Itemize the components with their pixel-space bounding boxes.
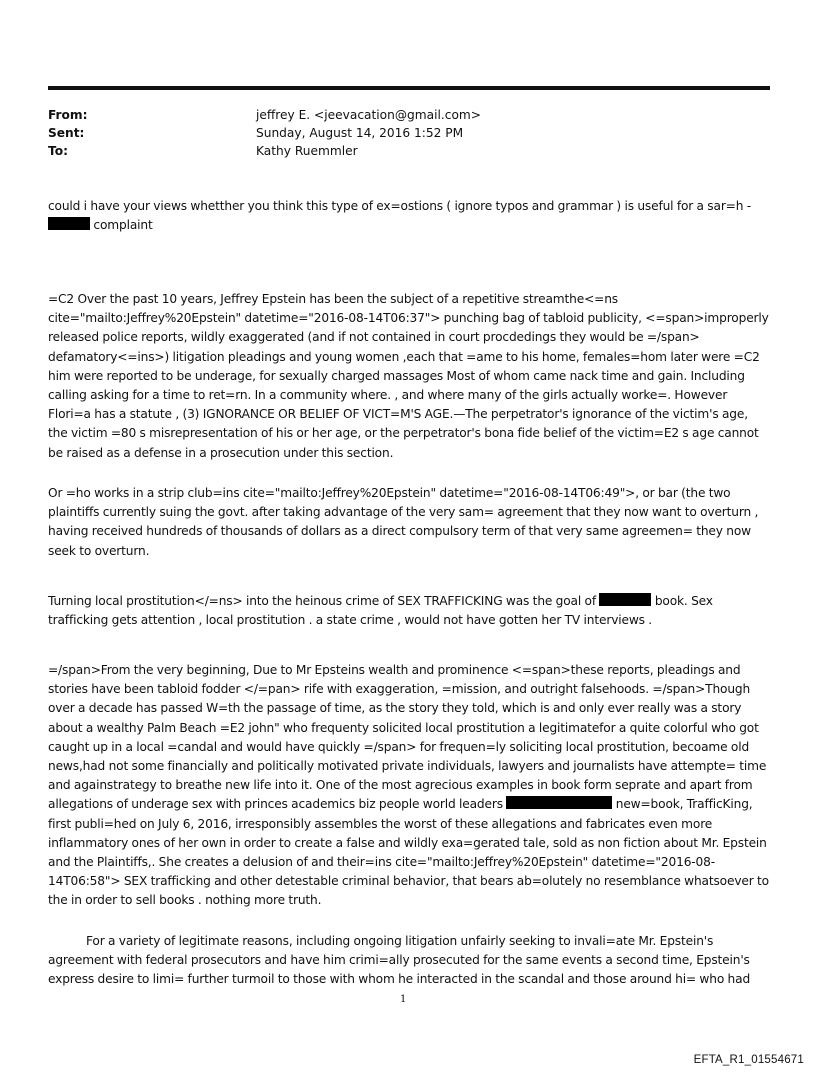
paragraph-text: new=book, TrafficKing, first publi=hed on July 6, 2016, irresponsibly assembles the worst of these allegations and fabricates even more inflammatory ones of her own in order to create a false and wildly exa=gerated tale, sold as non fiction about Mr. Epstein and the Plaintiffs,. She creates a delusion of and their=ins cite="mailto:Jeffrey%20Epstein" datetime="2016-08-14T06:58"> SEX trafficking and other detestable criminal behavior, that bears ab=olutely no resemblance whatsoever to the in order to sell books . nothing more truth. — [48, 797, 769, 908]
paragraph-text: complaint — [90, 218, 153, 233]
paragraph-text: Turning local prostitution</=ns> into the heinous crime of SEX TRAFFICKING was the goal of — [48, 594, 600, 608]
paragraph-text: For a variety of legitimate reasons, including ongoing litigation unfairly seeking to invali=ate Mr. Epstein's agreement with federal prosecutors and have him crimi=ally prosecuted for the same events a second time, Epstein's express desire to limi= further turmoil to those with whom he interacted in the scandal and those around hi= who had — [48, 934, 751, 987]
from-value: jeffrey E. <jeevacation@gmail.com> — [256, 108, 481, 122]
page-number: 1 — [400, 994, 407, 1005]
paragraph-text: book. Sex trafficking gets attention , local prostitution . a state crime , would not have gotten her TV interviews . — [48, 594, 713, 628]
paragraph-text: =/span>From the very beginning, Due to Mr Epsteins wealth and prominence <=span>these reports, pleadings and stories have been tabloid fodder </=pan> rife with exaggeration, =mission, and outright falsehoods. =/span>Though over a decade has passed W=th the passage of time, as the story they told, which is and only ever really was a story about a wealthy Palm Beach =E2 john" who frequenty solicited local prostitution a legitimatefor a quite colorful who got caught up in a local =candal and would have quickly =/span> for frequen=ly soliciting local prostitution, becoame old news,had not some financially and politically motivated private individuals, lawyers and journalists have attempte= time and againstrategy to breathe new life into it. One of the most agrecious examples in book form seprate and apart from allegations of underage sex with princes academics biz people world leaders — [48, 663, 767, 812]
to-value: Kathy Ruemmler — [256, 144, 358, 158]
paragraph-text: could i have your views whetther you think this type of ex=ostions ( ignore typos and grammar ) is useful for a sar=h - — [48, 199, 751, 213]
sent-value: Sunday, August 14, 2016 1:52 PM — [256, 126, 464, 140]
to-label: To: — [48, 144, 68, 158]
body-paragraph-4 — [48, 592, 770, 630]
body-paragraph-1 — [48, 197, 770, 235]
body-paragraph-6 — [48, 932, 770, 990]
body-paragraph-5 — [48, 661, 770, 911]
redaction-box — [48, 217, 90, 230]
body-paragraph-2 — [48, 290, 770, 463]
sent-label: Sent: — [48, 126, 85, 140]
header-rule — [48, 86, 770, 90]
redaction-box — [599, 593, 651, 606]
paragraph-text: Or =ho works in a strip club=ins cite="mailto:Jeffrey%20Epstein" datetime="2016-08-14T06:49">, or bar (the two plaintiffs currently suing the govt. after taking advantage of the very sam= agreement that they now want to overturn , having received hundreds of thousands of dollars as a direct compulsory term of that very same agreemen= they now seek to overturn. — [48, 486, 759, 558]
body-paragraph-3 — [48, 484, 770, 561]
from-label: From: — [48, 108, 88, 122]
bates-number: EFTA_R1_01554671 — [693, 1054, 804, 1066]
paragraph-text: =C2 Over the past 10 years, Jeffrey Epstein has been the subject of a repetitive streamthe<=ns cite="mailto:Jeffrey%20Epstein" datetime="2016-08-14T06:37"> punching bag of tabloid publicity, <=span>improperly released police reports, wildly exaggerated (and if not contained in court procdedings they would be =/span> defamatory<=ins>) litigation pleadings and young women ,each that =ame to his home, females=hom later were =C2 him were reported to be underage, for sexually charged massages Most of whom came nack time and gain. Including calling asking for a time to ret=rn. In a community where. , and where many of the girls actually worke=. However Flori=a has a statute , (3) IGNORANCE OR BELIEF OF VICT=M'S AGE.—The perpetrator's ignorance of the victim's age, the victim =80 s misrepresentation of his or her age, or the perpetrator's bona fide belief of the victim=E2 s age cannot be raised as a defense in a prosecution under this section. — [48, 292, 769, 460]
redaction-box — [506, 796, 612, 809]
